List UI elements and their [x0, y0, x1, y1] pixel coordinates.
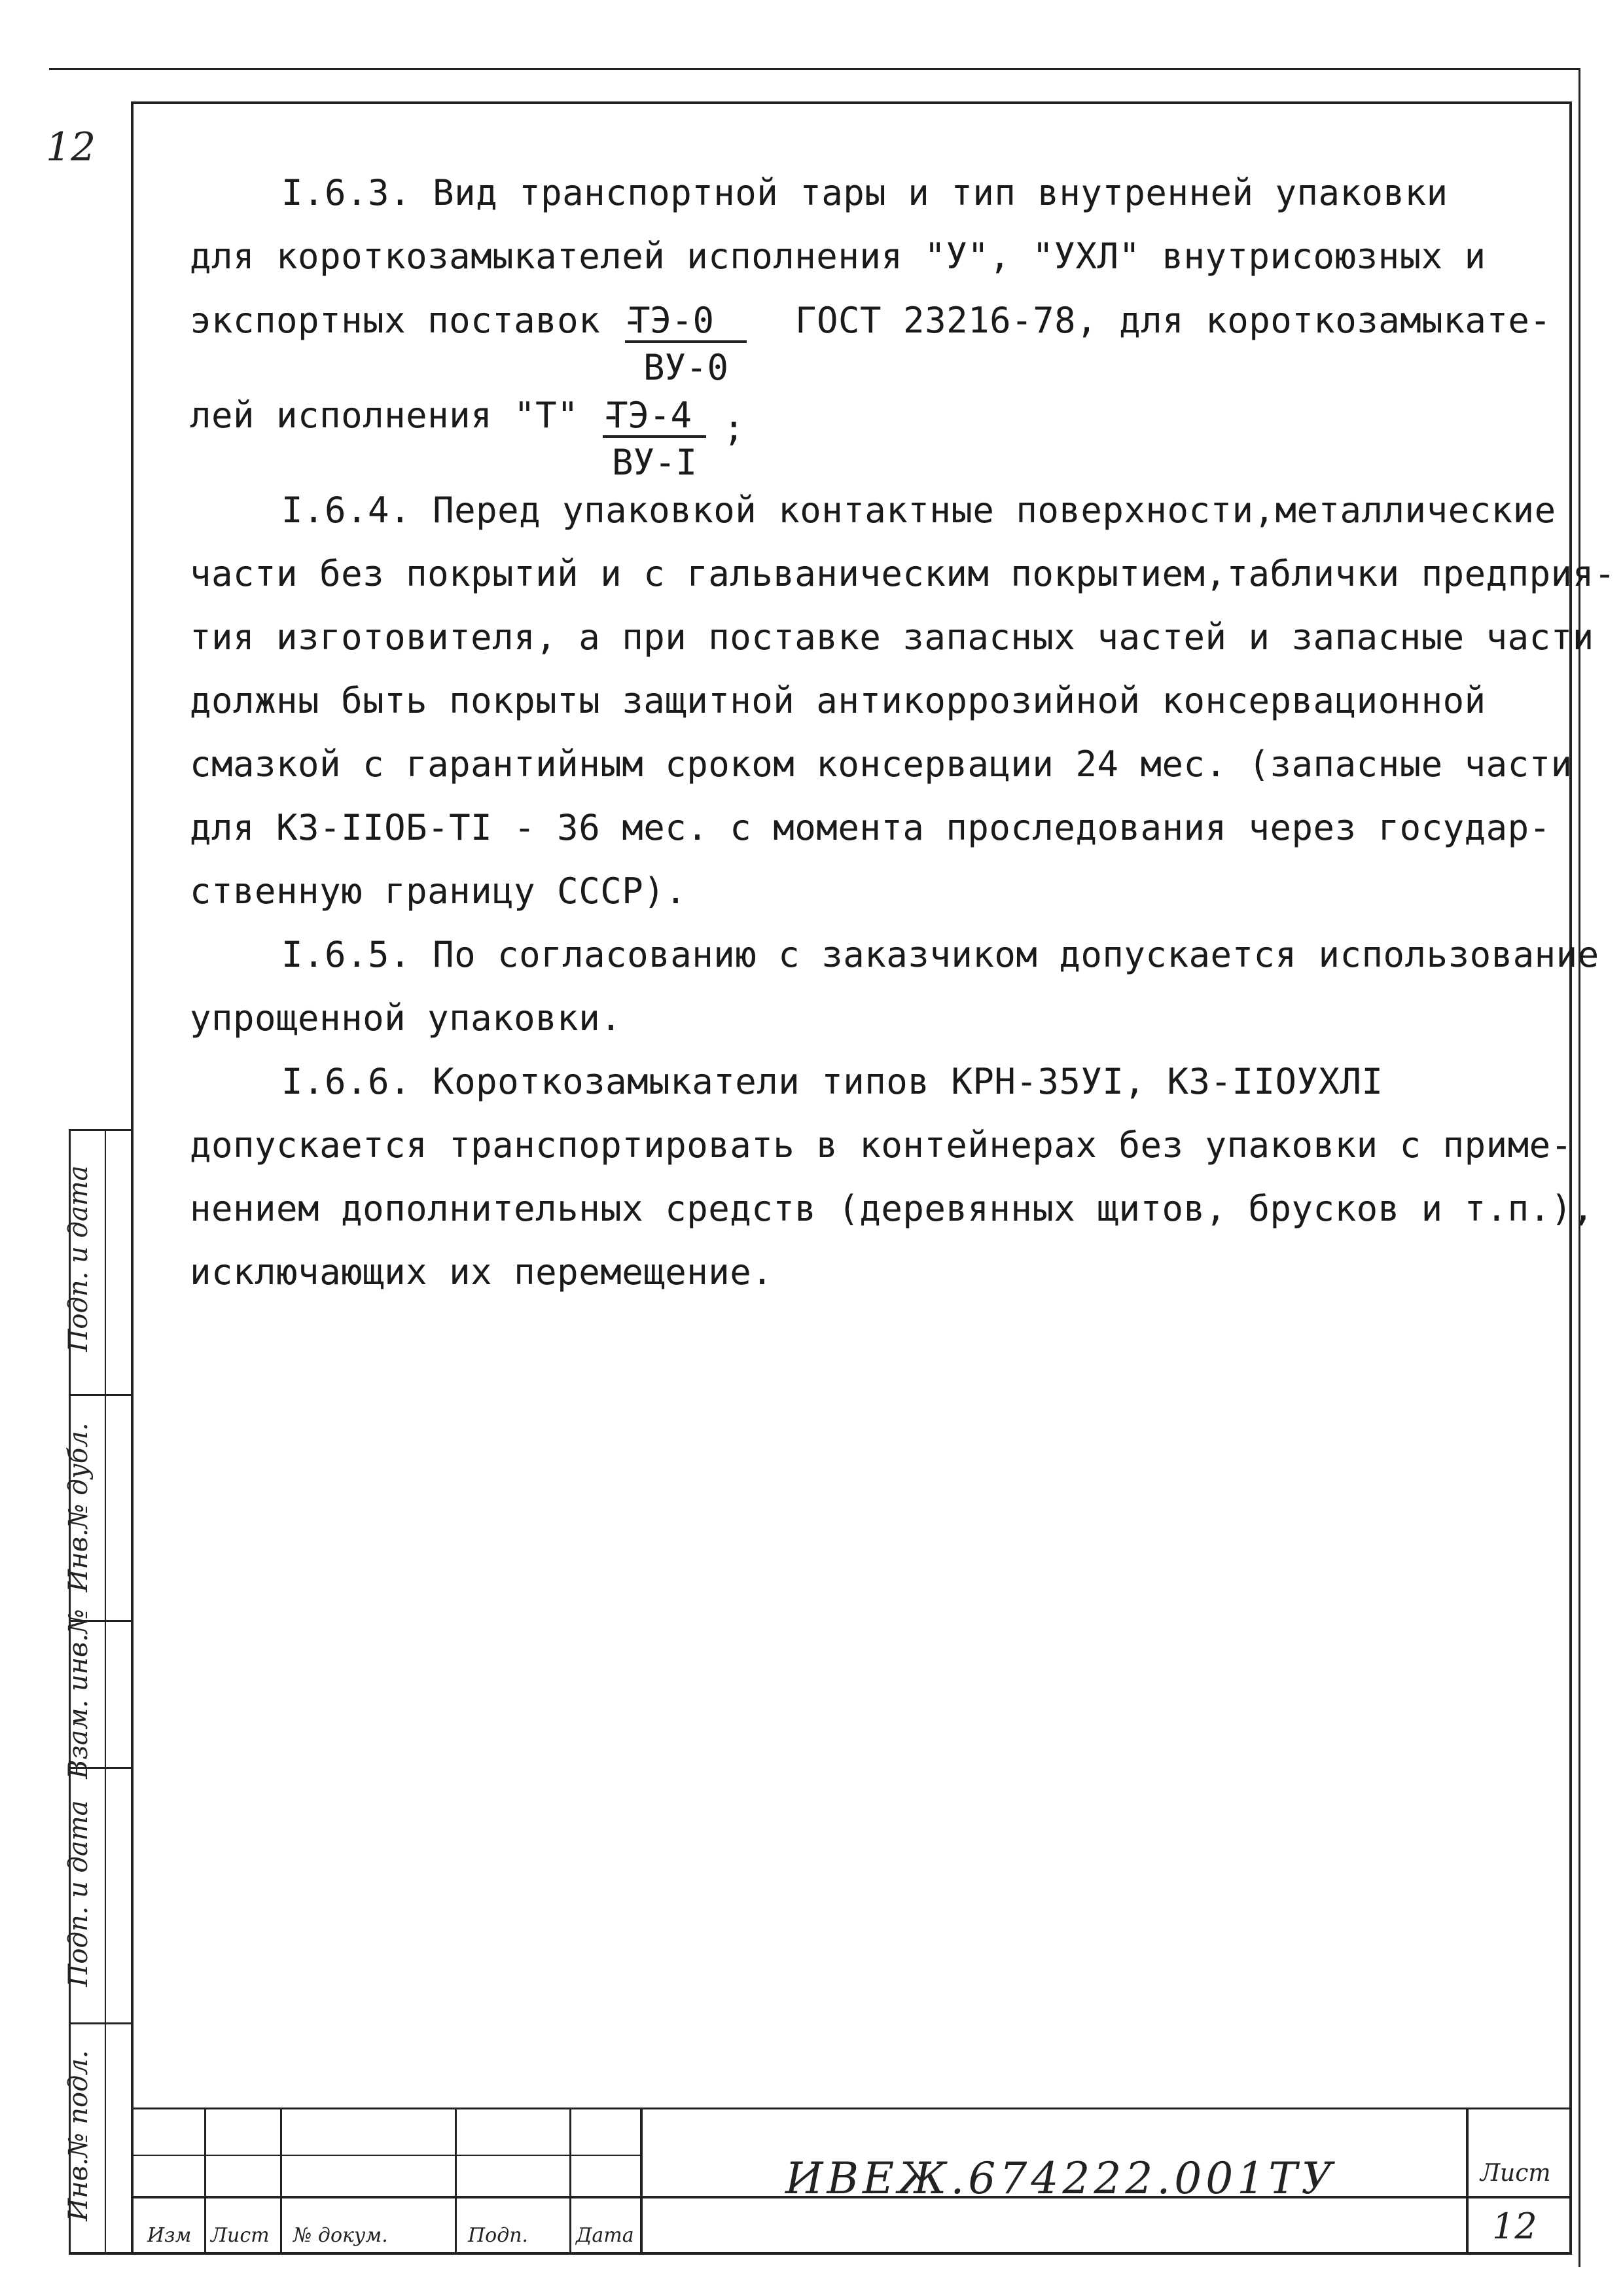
- p166-line4: исключающих их перемещение.: [190, 1251, 774, 1293]
- frame-top-outer: [49, 68, 1580, 70]
- fraction-package-type-2: [602, 396, 707, 438]
- p164-line2: части без покрытий и с гальваническим покрытием,таблички предприя-: [190, 553, 1616, 594]
- p164-line1: I.6.4. Перед упаковкой контактные поверхности,металлические: [281, 490, 1556, 531]
- p165-line2: упрощенной упаковки.: [190, 997, 622, 1039]
- p165-line1: I.6.5. По согласованию с заказчиком допускается использование: [281, 934, 1599, 975]
- side-label-sign-date-2: Подп. и дата: [63, 1800, 94, 1987]
- side-label-sign-date-1: Подп. и дата: [63, 1165, 94, 1352]
- p164-line4: должны быть покрыты защитной антикоррозийной консервационной: [190, 680, 1486, 721]
- col-label-sign: Подп.: [468, 2224, 529, 2247]
- p164-line3: тия изготовителя, а при поставке запасных частей и запасные части: [190, 617, 1594, 658]
- frame-right-outer: [1578, 68, 1580, 2267]
- p166-line1: I.6.6. Короткозамыкатели типов КРН-35УI, КЗ-IIОУХЛI: [281, 1061, 1383, 1102]
- p163-line3-end: ГОСТ 23216-78, для короткозамыкате-: [795, 300, 1552, 341]
- sheet-label: Лист: [1480, 2160, 1551, 2187]
- p163-line1: I.6.3. Вид транспортной тары и тип внутренней упаковки: [281, 172, 1448, 213]
- side-stamp-inner-line: [105, 1129, 106, 2255]
- fraction-2-numerator: ТЭ-4: [603, 396, 706, 438]
- frame-left: [131, 101, 134, 2255]
- p163-line4-start: лей исполнения "Т" -: [190, 395, 622, 436]
- title-block-row1: [131, 2155, 641, 2156]
- title-col-6: [1466, 2108, 1469, 2255]
- fraction-1-numerator: ТЭ-0: [625, 301, 747, 343]
- side-label-inv-orig: Инв.№ подл.: [63, 2050, 94, 2221]
- page-corner-number: 12: [46, 124, 96, 170]
- title-sheet-divider: [1466, 2196, 1571, 2198]
- col-label-list: Лист: [211, 2224, 270, 2247]
- title-block-row-top: [131, 2108, 1571, 2109]
- sheet-number: 12: [1492, 2206, 1537, 2247]
- frame-bottom: [69, 2252, 1572, 2255]
- p164-line7: ственную границу СССР).: [190, 870, 687, 912]
- side-stamp-divider-1: [69, 1394, 134, 1396]
- side-label-vzam-inv: Взам. инв.№: [63, 1609, 94, 1779]
- p163-line4-end: ;: [723, 408, 745, 449]
- title-col-2: [280, 2108, 282, 2255]
- frame-right: [1569, 101, 1572, 2255]
- title-col-1: [204, 2108, 206, 2255]
- document-designation: ИВЕЖ.674222.001ТУ: [785, 2153, 1336, 2204]
- p166-line2: допускается транспортировать в контейнерах без упаковки с приме-: [190, 1124, 1573, 1166]
- fraction-package-type-1: [620, 301, 751, 343]
- side-label-dup-inv: Инв.№ дубл.: [63, 1422, 94, 1592]
- title-col-3: [455, 2108, 457, 2255]
- p163-line3-start: экспортных поставок -: [190, 300, 644, 341]
- col-label-date: Дата: [576, 2224, 634, 2247]
- p166-line3: нением дополнительных средств (деревянных щитов, брусков и т.п.),: [190, 1188, 1594, 1229]
- fraction-2-denominator: ВУ-I: [611, 442, 698, 483]
- col-label-izm: Изм: [147, 2224, 192, 2247]
- p164-line5: смазкой с гарантийным сроком консервации 24 мес. (запасные части: [190, 744, 1573, 785]
- fraction-1-denominator: ВУ-0: [643, 347, 729, 388]
- side-stamp-divider-0: [69, 1129, 134, 1131]
- title-col-5: [640, 2108, 643, 2255]
- frame-top: [131, 101, 1571, 104]
- p163-line2: для короткозамыкателей исполнения "У", "УХЛ" внутрисоюзных и: [190, 236, 1486, 277]
- side-stamp-divider-4: [69, 2022, 134, 2024]
- col-label-doc: № докум.: [293, 2224, 388, 2247]
- p164-line6: для КЗ-IIОБ-ТI - 36 мес. с момента проследования через государ-: [190, 807, 1551, 848]
- title-col-4: [569, 2108, 571, 2255]
